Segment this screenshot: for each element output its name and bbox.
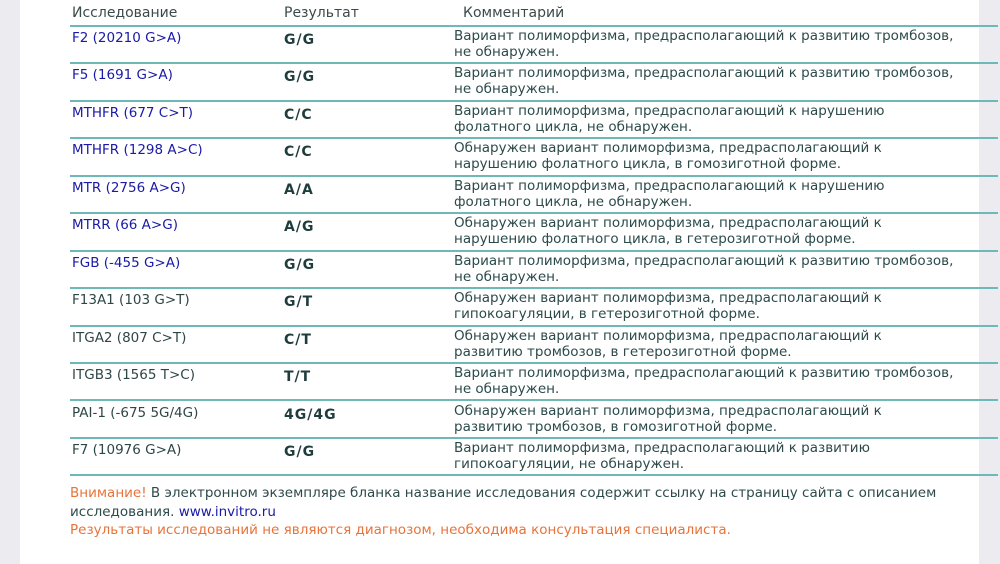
table-row	[70, 439, 998, 476]
comment-text: Обнаружен вариант полиморфизма, предрасполагающий к нарушению фолатного цикла, в гомозиготной форме.	[454, 140, 882, 173]
header-study: Исследование	[72, 5, 178, 21]
table-row	[70, 252, 998, 289]
attention-text: В электронном экземпляре бланка название исследования содержит ссылку на страницу сайта с описанием исследования.	[70, 485, 937, 520]
comment-text: Вариант полиморфизма, предрасполагающий к нарушению фолатного цикла, не обнаружен.	[454, 177, 885, 210]
study-link[interactable]: MTHFR (677 C>T)	[72, 104, 194, 121]
attention-label: Внимание!	[70, 485, 147, 501]
study-name: F7 (10976 G>A)	[72, 441, 182, 458]
result-value: G/G	[284, 256, 316, 273]
result-value: G/T	[284, 294, 314, 311]
comment-text: Вариант полиморфизма, предрасполагающий к развитию тромбозов, не обнаружен.	[454, 65, 954, 98]
comment-text: Обнаружен вариант полиморфизма, предрасполагающий к развитию тромбозов, в гомозиготной форме.	[454, 402, 882, 435]
study-name: ITGA2 (807 C>T)	[72, 329, 187, 346]
attention-note	[70, 484, 990, 521]
result-value: G/G	[284, 69, 316, 86]
comment-text: Вариант полиморфизма, предрасполагающий к развитию гипокоагуляции, не обнаружен.	[454, 439, 870, 472]
comment-text: Вариант полиморфизма, предрасполагающий к нарушению фолатного цикла, не обнаружен.	[454, 102, 885, 135]
disclaimer-text: Результаты исследований не являются диагнозом, необходима консультация специалиста.	[70, 522, 731, 538]
comment-text: Вариант полиморфизма, предрасполагающий к развитию тромбозов, не обнаружен.	[454, 365, 954, 398]
study-link[interactable]: FGB (-455 G>A)	[72, 254, 181, 271]
comment-text: Обнаружен вариант полиморфизма, предрасполагающий к гипокоагуляции, в гетерозиготной форме.	[454, 290, 882, 323]
report-page	[20, 0, 979, 564]
table-row	[70, 102, 998, 139]
result-value: T/T	[284, 369, 312, 386]
result-value: 4G/4G	[284, 406, 337, 423]
result-value: A/A	[284, 181, 314, 198]
result-value: G/G	[284, 32, 316, 48]
table-row	[70, 214, 998, 251]
study-name: ITGB3 (1565 T>C)	[72, 367, 195, 384]
table-row	[70, 402, 998, 439]
table-header	[70, 0, 998, 27]
study-link[interactable]: F5 (1691 G>A)	[72, 67, 173, 84]
notice-block	[70, 484, 990, 540]
table-row	[70, 27, 998, 64]
invitro-link[interactable]: www.invitro.ru	[178, 503, 276, 520]
comment-text: Вариант полиморфизма, предрасполагающий к развитию тромбозов, не обнаружен.	[454, 252, 954, 285]
study-link[interactable]: MTR (2756 A>G)	[72, 179, 186, 196]
result-value: C/C	[284, 144, 313, 161]
table-row	[70, 64, 998, 101]
study-name: PAI-1 (-675 5G/4G)	[72, 404, 199, 421]
study-link[interactable]: F2 (20210 G>A)	[72, 30, 182, 46]
result-value: C/T	[284, 331, 312, 348]
table-row	[70, 139, 998, 176]
result-value: A/G	[284, 219, 315, 236]
comment-text: Обнаружен вариант полиморфизма, предрасполагающий к развитию тромбозов, в гетерозиготной форме.	[454, 327, 882, 360]
table-row	[70, 177, 998, 214]
comment-text: Обнаружен вариант полиморфизма, предрасполагающий к нарушению фолатного цикла, в гетерозиготной форме.	[454, 215, 882, 248]
study-link[interactable]: MTRR (66 A>G)	[72, 217, 178, 234]
study-name: F13A1 (103 G>T)	[72, 292, 190, 309]
table-row	[70, 327, 998, 364]
study-link[interactable]: MTHFR (1298 A>C)	[72, 142, 203, 159]
result-value: G/G	[284, 443, 316, 460]
header-result: Результат	[284, 5, 359, 21]
table-row	[70, 364, 998, 401]
table-row	[70, 289, 998, 326]
header-comment: Комментарий	[463, 5, 565, 21]
comment-text: Вариант полиморфизма, предрасполагающий к развитию тромбозов, не обнаружен.	[454, 28, 954, 60]
result-value: C/C	[284, 106, 313, 123]
